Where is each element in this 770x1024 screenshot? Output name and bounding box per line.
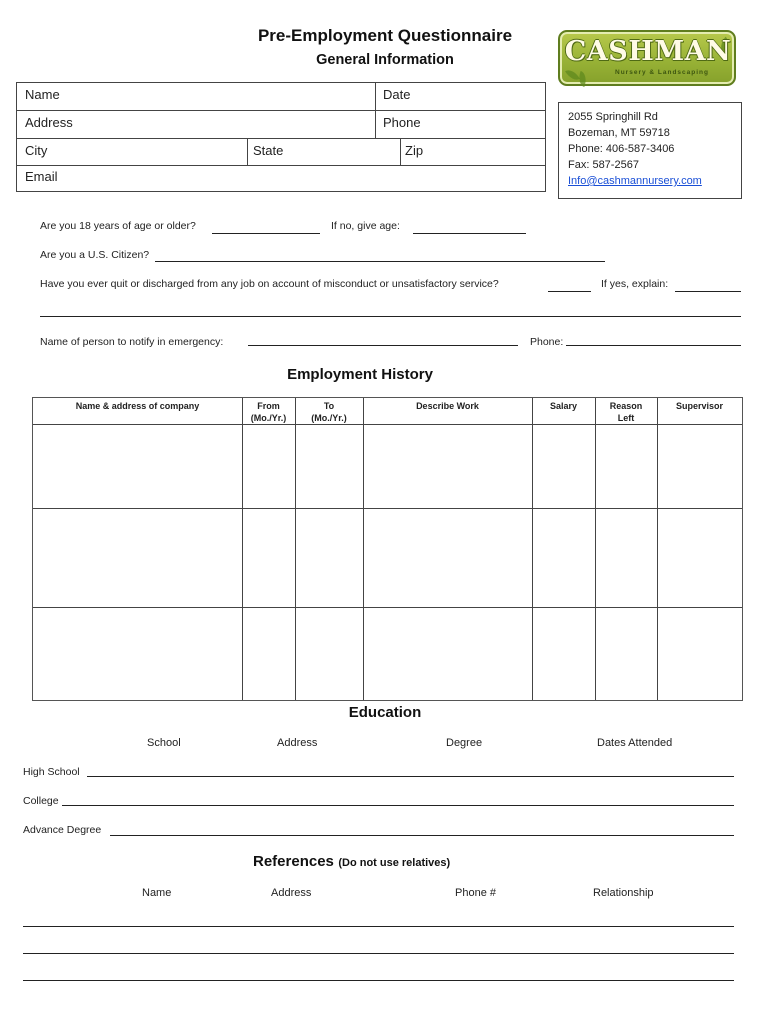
company-address-box xyxy=(558,102,742,199)
edu-row-college: College xyxy=(23,795,59,807)
edu-col-dates-attended: Dates Attended xyxy=(597,737,673,749)
explain-continuation-line[interactable] xyxy=(40,316,741,317)
company-city: Bozeman, MT 59718 xyxy=(568,127,670,139)
education-heading: Education xyxy=(348,704,422,721)
employment-row-1[interactable] xyxy=(33,425,742,508)
references-note: (Do not use relatives) xyxy=(338,857,451,869)
emp-col-from: From (Mo./Yr.) xyxy=(250,401,287,423)
discharged-answer-line[interactable] xyxy=(548,291,591,292)
question-emergency-phone: Phone: xyxy=(530,336,564,348)
edu-col-school: School xyxy=(147,737,181,749)
city-field[interactable]: City xyxy=(25,143,48,158)
advance-degree-line[interactable] xyxy=(110,835,734,836)
company-fax: Fax: 587-2567 xyxy=(568,159,639,171)
high-school-line[interactable] xyxy=(87,776,734,777)
edu-row-high-school: High School xyxy=(23,766,80,778)
ref-col-address: Address xyxy=(271,887,312,899)
ref-col-relationship: Relationship xyxy=(593,887,654,899)
employment-history-table xyxy=(32,397,743,701)
employment-row-2[interactable] xyxy=(33,509,742,607)
zip-field[interactable]: Zip xyxy=(405,143,424,158)
question-discharged: Have you ever quit or discharged from any job on account of misconduct or unsatisfactory service? xyxy=(40,278,499,290)
reference-line-1[interactable] xyxy=(23,926,734,927)
logo-wordmark: CASHMAN xyxy=(564,36,732,67)
emp-col-supervisor: Supervisor xyxy=(675,401,724,411)
question-age: Are you 18 years of age or older? xyxy=(40,220,196,232)
edu-col-address: Address xyxy=(277,737,318,749)
address-field[interactable]: Address xyxy=(25,115,73,130)
company-email-link[interactable]: Info@cashmannursery.com xyxy=(568,175,702,187)
company-street: 2055 Springhill Rd xyxy=(568,111,658,123)
edu-col-degree: Degree xyxy=(446,737,483,749)
age-give-line[interactable] xyxy=(413,233,526,234)
name-field[interactable]: Name xyxy=(25,87,60,102)
citizen-answer-line[interactable] xyxy=(155,261,605,262)
emp-col-salary: Salary xyxy=(549,401,578,411)
reference-line-2[interactable] xyxy=(23,953,734,954)
ref-col-name: Name xyxy=(142,887,172,899)
emp-col-reason-left: Reason Left xyxy=(609,401,643,423)
college-line[interactable] xyxy=(62,805,734,806)
logo-tagline: Nursery & Landscaping xyxy=(615,69,709,76)
question-explain: If yes, explain: xyxy=(601,278,669,290)
age-answer-line[interactable] xyxy=(212,233,320,234)
cashman-logo xyxy=(558,30,736,86)
question-citizen: Are you a U.S. Citizen? xyxy=(40,249,150,261)
explain-answer-line[interactable] xyxy=(675,291,741,292)
ref-col-phone: Phone # xyxy=(455,887,496,899)
state-field[interactable]: State xyxy=(253,143,284,158)
page-title: Pre-Employment Questionnaire xyxy=(257,26,513,45)
leaf-icon xyxy=(565,67,580,84)
company-phone: Phone: 406-587-3406 xyxy=(568,143,675,155)
section-title-general-info: General Information xyxy=(316,52,454,68)
reference-line-3[interactable] xyxy=(23,980,734,981)
phone-field[interactable]: Phone xyxy=(383,115,421,130)
question-emergency: Name of person to notify in emergency: xyxy=(40,336,224,348)
references-heading: References xyxy=(253,853,334,870)
question-age-no: If no, give age: xyxy=(331,220,400,232)
references-heading-group xyxy=(253,853,450,871)
employment-history-heading: Employment History xyxy=(287,366,433,383)
employment-row-3[interactable] xyxy=(33,608,742,700)
email-field[interactable]: Email xyxy=(25,169,58,184)
emergency-name-line[interactable] xyxy=(248,345,518,346)
emergency-phone-line[interactable] xyxy=(566,345,741,346)
emp-col-to: To (Mo./Yr.) xyxy=(311,401,347,423)
emp-col-company: Name & address of company xyxy=(75,401,200,411)
edu-row-advance-degree: Advance Degree xyxy=(23,824,102,836)
emp-col-describe-work: Describe Work xyxy=(416,401,479,411)
general-info-table xyxy=(16,82,546,192)
date-field[interactable]: Date xyxy=(383,87,411,102)
